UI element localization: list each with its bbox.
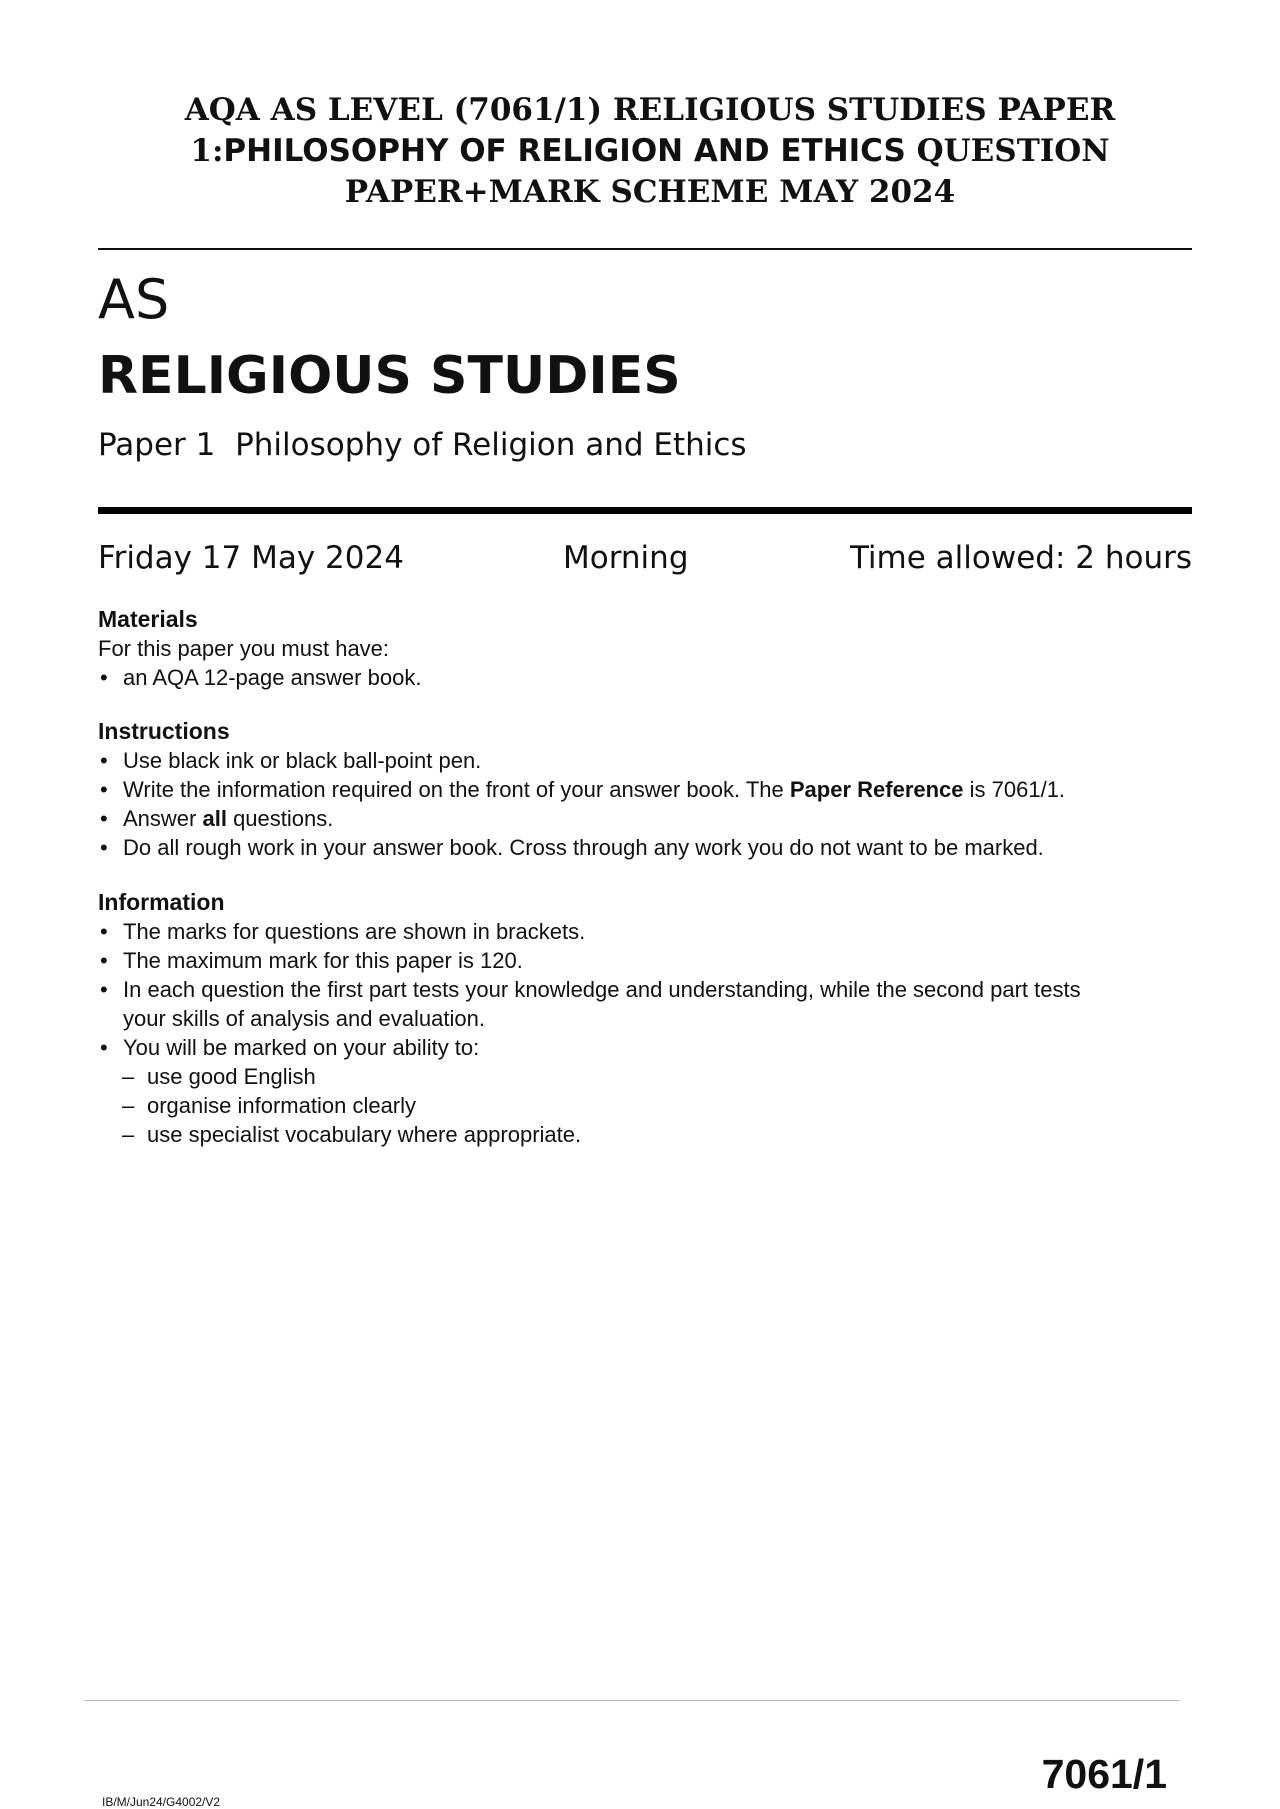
document-heading-line-3: PAPER+MARK SCHEME MAY 2024: [344, 174, 956, 210]
list-item-text: use good English: [147, 1064, 316, 1089]
bullet-icon: •: [100, 748, 108, 773]
materials-list: [98, 663, 1198, 692]
instructions-list: [98, 746, 1198, 862]
bullet-icon: •: [100, 977, 108, 1002]
instructions-heading: Instructions: [98, 718, 230, 744]
list-item: [98, 746, 1198, 775]
exam-session: Morning: [563, 540, 689, 576]
list-item-text: an AQA 12-page answer book.: [123, 665, 422, 690]
list-item-text: Do all rough work in your answer book. Cross through any work you do not want to be marked.: [123, 835, 1044, 860]
list-item-text: Answer: [123, 806, 203, 831]
list-item-text: The maximum mark for this paper is 120.: [123, 948, 523, 973]
bullet-icon: •: [100, 835, 108, 860]
list-item-text: The marks for questions are shown in brackets.: [123, 919, 586, 944]
list-item: [98, 833, 1198, 862]
dash-icon: –: [122, 1064, 135, 1089]
footer-divider: [84, 1700, 1180, 1701]
bullet-icon: •: [100, 777, 108, 802]
list-item: [98, 917, 1198, 946]
paper-number: Paper 1: [98, 427, 216, 463]
list-item: [98, 946, 1198, 975]
subject-title: RELIGIOUS STUDIES: [98, 346, 681, 406]
list-item-text: questions.: [226, 806, 334, 831]
emphasis-all: all: [202, 806, 227, 831]
list-item-text: You will be marked on your ability to:: [123, 1035, 480, 1060]
title-divider: [98, 507, 1192, 514]
sub-list-item: [98, 1062, 1198, 1091]
list-item: [98, 975, 1198, 1033]
qualification-level: AS: [98, 268, 170, 331]
list-item-text: Write the information required on the front of your answer book. The: [123, 777, 790, 802]
document-heading-line-1: AQA AS LEVEL (7061/1) RELIGIOUS STUDIES PAPER: [184, 92, 1116, 128]
information-section: [98, 887, 1198, 1149]
time-allowed: Time allowed: 2 hours: [849, 540, 1192, 576]
information-heading: Information: [98, 889, 225, 915]
bullet-icon: •: [100, 948, 108, 973]
exam-date-row: [98, 537, 1192, 579]
sub-list-item: [98, 1120, 1198, 1149]
list-item-text: Use black ink or black ball-point pen.: [123, 748, 482, 773]
dash-icon: –: [122, 1093, 135, 1118]
paper-name: Philosophy of Religion and Ethics: [235, 427, 747, 463]
paper-title: [98, 425, 747, 465]
list-item: [98, 775, 1198, 804]
list-item: [98, 804, 1198, 833]
list-item-text: In each question the first part tests your knowledge and understanding, while the second part tests: [123, 977, 1081, 1002]
document-heading-line-2: [120, 131, 1180, 172]
list-item-text: use specialist vocabulary where appropriate.: [147, 1122, 582, 1147]
materials-heading: Materials: [98, 606, 198, 632]
document-heading: [120, 90, 1180, 213]
bullet-icon: •: [100, 806, 108, 831]
sub-list-item: [98, 1091, 1198, 1120]
materials-section: [98, 604, 1198, 692]
list-item-text: your skills of analysis and evaluation.: [123, 1006, 485, 1031]
list-item: [98, 663, 1198, 692]
list-item-text: is 7061/1.: [963, 777, 1066, 802]
information-list: [98, 917, 1198, 1149]
dash-icon: –: [122, 1122, 135, 1147]
bullet-icon: •: [100, 919, 108, 944]
list-item-text: organise information clearly: [147, 1093, 417, 1118]
heading-divider: [98, 248, 1192, 250]
bullet-icon: •: [100, 665, 108, 690]
instructions-section: [98, 716, 1198, 862]
footer-reference: IB/M/Jun24/G4002/V2: [102, 1795, 221, 1809]
footer-paper-code: 7061/1: [1041, 1751, 1167, 1797]
bullet-icon: •: [100, 1035, 108, 1060]
heading-prefix: 1:: [190, 133, 224, 169]
materials-intro: For this paper you must have:: [98, 636, 390, 661]
paper-reference-label: Paper Reference: [789, 777, 964, 802]
heading-paper-name: PHILOSOPHY OF RELIGION AND ETHICS: [223, 133, 906, 169]
exam-date: Friday 17 May 2024: [98, 540, 404, 576]
heading-suffix: QUESTION: [905, 133, 1110, 169]
list-item: [98, 1033, 1198, 1062]
